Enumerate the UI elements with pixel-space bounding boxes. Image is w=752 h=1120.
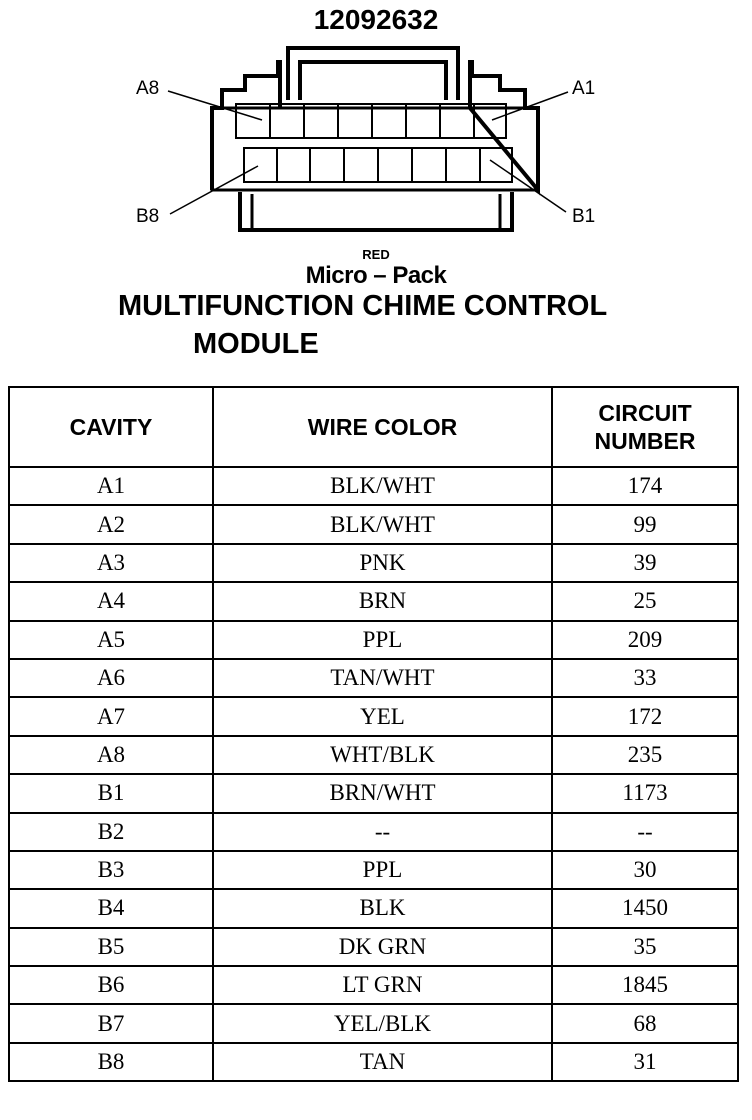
cell-cavity: A7 <box>9 697 213 735</box>
header-circuit-line1: CIRCUIT <box>598 400 692 426</box>
table-row <box>9 467 738 505</box>
leader-a1 <box>492 92 568 120</box>
cell-circuit-number: 174 <box>552 467 738 505</box>
header-circuit-line2: NUMBER <box>594 428 696 454</box>
cell-circuit-number: 31 <box>552 1043 738 1081</box>
cell-cavity: A1 <box>9 467 213 505</box>
connector-housing <box>212 62 538 190</box>
table-row <box>9 928 738 966</box>
cell-wire-color: -- <box>213 813 552 851</box>
cell-circuit-number: 172 <box>552 697 738 735</box>
callout-b1: B1 <box>572 206 596 227</box>
cell-wire-color: PNK <box>213 544 552 582</box>
table-row <box>9 966 738 1004</box>
table-header-row <box>9 387 738 467</box>
cell-cavity: B5 <box>9 928 213 966</box>
cell-circuit-number: 209 <box>552 621 738 659</box>
cell-circuit-number: 30 <box>552 851 738 889</box>
table-row <box>9 697 738 735</box>
callout-a8: A8 <box>136 78 160 99</box>
cell-wire-color: TAN/WHT <box>213 659 552 697</box>
cell-cavity: B6 <box>9 966 213 1004</box>
table-row <box>9 544 738 582</box>
cell-wire-color: TAN <box>213 1043 552 1081</box>
cell-circuit-number: 68 <box>552 1004 738 1042</box>
header-cavity: CAVITY <box>9 387 213 467</box>
cell-cavity: A2 <box>9 505 213 543</box>
table-row <box>9 889 738 927</box>
cell-cavity: A4 <box>9 582 213 620</box>
cell-wire-color: BLK/WHT <box>213 467 552 505</box>
table-row <box>9 774 738 812</box>
cell-wire-color: WHT/BLK <box>213 736 552 774</box>
pinout-table <box>8 386 739 1082</box>
connector-type: Micro – Pack <box>305 262 447 289</box>
cell-wire-color: YEL <box>213 697 552 735</box>
connector-color: RED <box>362 247 390 262</box>
connector-latch <box>288 48 458 100</box>
table-row <box>9 1043 738 1081</box>
callout-a1: A1 <box>572 78 596 99</box>
cell-circuit-number: 25 <box>552 582 738 620</box>
callout-b8: B8 <box>136 206 160 227</box>
cell-circuit-number: 1450 <box>552 889 738 927</box>
cell-cavity: A3 <box>9 544 213 582</box>
cell-cavity: B2 <box>9 813 213 851</box>
cell-circuit-number: 235 <box>552 736 738 774</box>
cell-wire-color: DK GRN <box>213 928 552 966</box>
table-row <box>9 582 738 620</box>
cell-cavity: B4 <box>9 889 213 927</box>
cell-wire-color: BRN/WHT <box>213 774 552 812</box>
header-wire-color: WIRE COLOR <box>213 387 552 467</box>
cell-circuit-number: 39 <box>552 544 738 582</box>
cell-wire-color: LT GRN <box>213 966 552 1004</box>
cell-circuit-number: 1173 <box>552 774 738 812</box>
cell-cavity: A8 <box>9 736 213 774</box>
cell-wire-color: BLK/WHT <box>213 505 552 543</box>
table-row <box>9 621 738 659</box>
diagram-title-line1: MULTIFUNCTION CHIME CONTROL <box>118 290 608 322</box>
diagram-title-line2: MODULE <box>193 328 319 360</box>
cell-circuit-number: 1845 <box>552 966 738 1004</box>
cell-circuit-number: 33 <box>552 659 738 697</box>
cell-circuit-number: -- <box>552 813 738 851</box>
connector-diagram <box>0 0 752 260</box>
table-row <box>9 736 738 774</box>
cell-cavity: B1 <box>9 774 213 812</box>
cell-cavity: A5 <box>9 621 213 659</box>
table-row <box>9 505 738 543</box>
table-row <box>9 851 738 889</box>
cell-cavity: B7 <box>9 1004 213 1042</box>
cell-cavity: A6 <box>9 659 213 697</box>
cell-cavity: B3 <box>9 851 213 889</box>
cell-wire-color: PPL <box>213 621 552 659</box>
header-circuit-number <box>552 387 738 467</box>
cell-wire-color: YEL/BLK <box>213 1004 552 1042</box>
table-row <box>9 1004 738 1042</box>
table-row <box>9 659 738 697</box>
row-b-cavities <box>244 148 512 182</box>
table-row <box>9 813 738 851</box>
cell-cavity: B8 <box>9 1043 213 1081</box>
cell-wire-color: BLK <box>213 889 552 927</box>
cell-wire-color: PPL <box>213 851 552 889</box>
leader-a8 <box>168 91 262 120</box>
cell-wire-color: BRN <box>213 582 552 620</box>
part-number: 12092632 <box>313 4 439 35</box>
cell-circuit-number: 99 <box>552 505 738 543</box>
cell-circuit-number: 35 <box>552 928 738 966</box>
connector-base <box>240 192 512 230</box>
